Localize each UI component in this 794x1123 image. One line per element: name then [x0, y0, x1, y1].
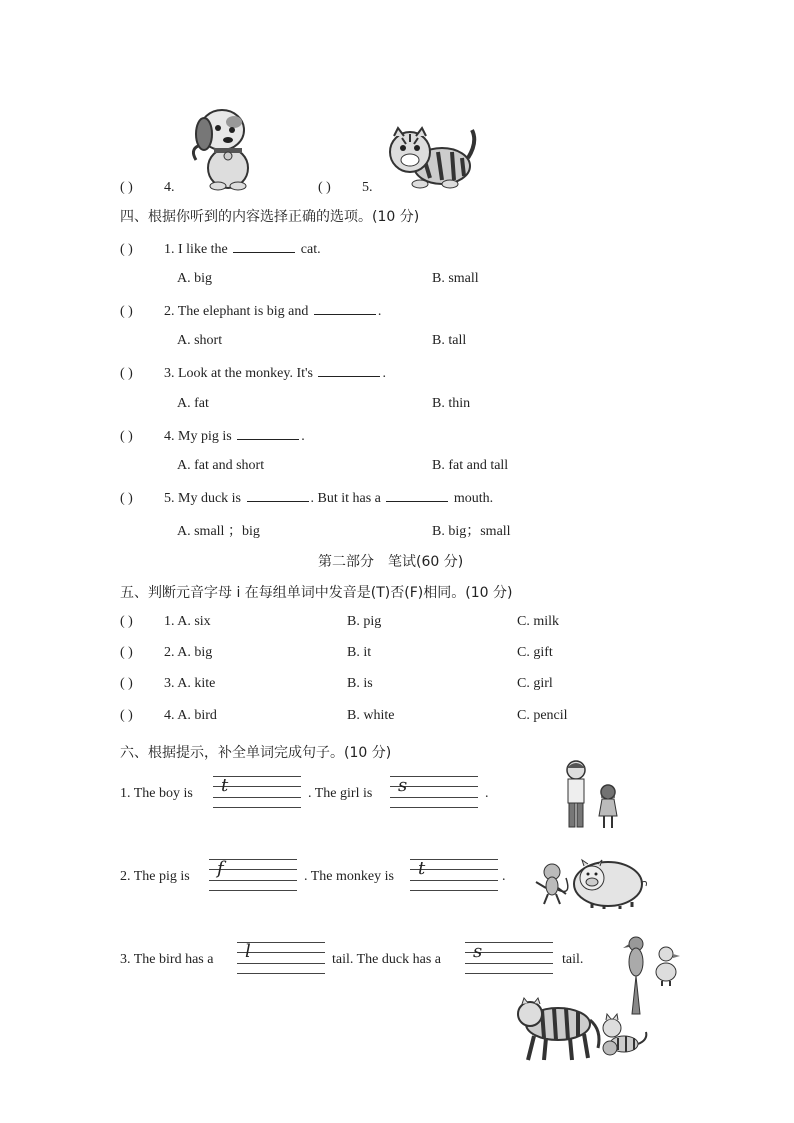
sentence-1-end: .	[485, 786, 489, 801]
part-2-title: 第二部分 笔试(60 分)	[318, 554, 464, 570]
question-stem: 2. The elephant is big and	[164, 304, 309, 319]
question-mid: . But it has a	[310, 491, 381, 506]
option-b: B. big；small	[432, 524, 511, 539]
question-stem: 5. My duck is	[164, 491, 241, 506]
answer-paren[interactable]: ( )	[120, 366, 133, 381]
answer-blank[interactable]	[233, 240, 295, 253]
section-6-title: 六、根据提示，补全单词完成句子。(10 分)	[120, 745, 392, 761]
answer-paren[interactable]: ( )	[120, 708, 133, 723]
word-b: B. is	[347, 676, 373, 691]
four-line-writing-field[interactable]	[390, 776, 478, 808]
answer-paren[interactable]: ( )	[120, 242, 133, 257]
question-after: cat.	[300, 242, 321, 257]
word-b: B. it	[347, 645, 372, 660]
item-number: 4.	[164, 180, 175, 195]
sentence-3-part-2: tail. The duck has a	[332, 952, 441, 967]
word-c: C. pencil	[517, 708, 568, 723]
sentence-2-part-2: . The monkey is	[304, 869, 394, 884]
option-a: A. fat and short	[177, 458, 265, 473]
item-number: 5.	[362, 180, 373, 195]
word-b: B. pig	[347, 614, 382, 629]
question-after: .	[382, 366, 386, 381]
hint-letter: f	[217, 858, 224, 879]
tiger-picture	[380, 122, 480, 190]
listening-item-5	[318, 180, 373, 196]
answer-paren[interactable]: ( )	[120, 180, 133, 195]
answer-blank[interactable]	[318, 364, 380, 377]
answer-paren[interactable]: ( )	[120, 645, 133, 660]
four-line-writing-field[interactable]	[237, 942, 325, 974]
listening-item-4	[120, 180, 175, 196]
question-after: mouth.	[453, 491, 494, 506]
sentence-3-end: tail.	[562, 952, 584, 967]
hint-letter: l	[245, 941, 251, 962]
answer-blank[interactable]	[386, 489, 448, 502]
answer-paren[interactable]: ( )	[120, 676, 133, 691]
hint-letter: s	[473, 941, 483, 962]
question-after: .	[377, 304, 382, 319]
answer-paren[interactable]: ( )	[120, 429, 133, 444]
option-b: B. fat and tall	[432, 458, 509, 473]
word-c: C. girl	[517, 676, 553, 691]
sentence-1-part-1: 1. The boy is	[120, 786, 193, 801]
option-a: A. short	[177, 333, 223, 348]
answer-blank[interactable]	[237, 427, 299, 440]
option-a: A. fat	[177, 396, 209, 411]
word-b: B. white	[347, 708, 395, 723]
four-line-writing-field[interactable]	[410, 859, 498, 891]
option-b: B. small	[432, 271, 479, 286]
sentence-3-part-1: 3. The bird has a	[120, 952, 214, 967]
boy-and-girl-picture	[558, 758, 628, 832]
option-b: B. thin	[432, 396, 471, 411]
answer-blank[interactable]	[314, 302, 376, 315]
hint-letter: t	[418, 858, 426, 879]
question-after: .	[301, 429, 305, 444]
answer-paren[interactable]: ( )	[120, 614, 133, 629]
monkey-and-pig-picture	[532, 852, 652, 910]
answer-paren[interactable]: ( )	[120, 491, 133, 506]
option-a: A. small ；big	[177, 524, 260, 539]
section-5-title: 五、判断元音字母 i 在每组单词中发音是(T)否(F)相同。(10 分)	[120, 585, 513, 601]
question-stem: 4. My pig is	[164, 429, 232, 444]
answer-paren[interactable]: ( )	[120, 304, 133, 319]
word-a: 1. A. six	[164, 614, 211, 629]
hint-letter: t	[221, 775, 229, 796]
word-a: 2. A. big	[164, 645, 213, 660]
sentence-2-end: .	[502, 869, 506, 884]
question-stem: 3. Look at the monkey. It's	[164, 366, 313, 381]
section-4-title: 四、根据你听到的内容选择正确的选项。(10 分)	[120, 209, 420, 225]
option-b: B. tall	[432, 333, 467, 348]
four-line-writing-field[interactable]	[465, 942, 553, 974]
word-a: 4. A. bird	[164, 708, 217, 723]
word-c: C. gift	[517, 645, 553, 660]
four-line-writing-field[interactable]	[213, 776, 301, 808]
question-stem: 1. I like the	[164, 242, 228, 257]
option-a: A. big	[177, 271, 212, 286]
word-c: C. milk	[517, 614, 560, 629]
tiger-and-cat-picture	[514, 990, 654, 1064]
answer-blank[interactable]	[247, 489, 309, 502]
hint-letter: s	[398, 775, 408, 796]
sentence-1-part-2: . The girl is	[308, 786, 373, 801]
dog-picture	[188, 100, 260, 192]
answer-paren[interactable]: ( )	[318, 180, 331, 195]
four-line-writing-field[interactable]	[209, 859, 297, 891]
word-a: 3. A. kite	[164, 676, 216, 691]
sentence-2-part-1: 2. The pig is	[120, 869, 190, 884]
